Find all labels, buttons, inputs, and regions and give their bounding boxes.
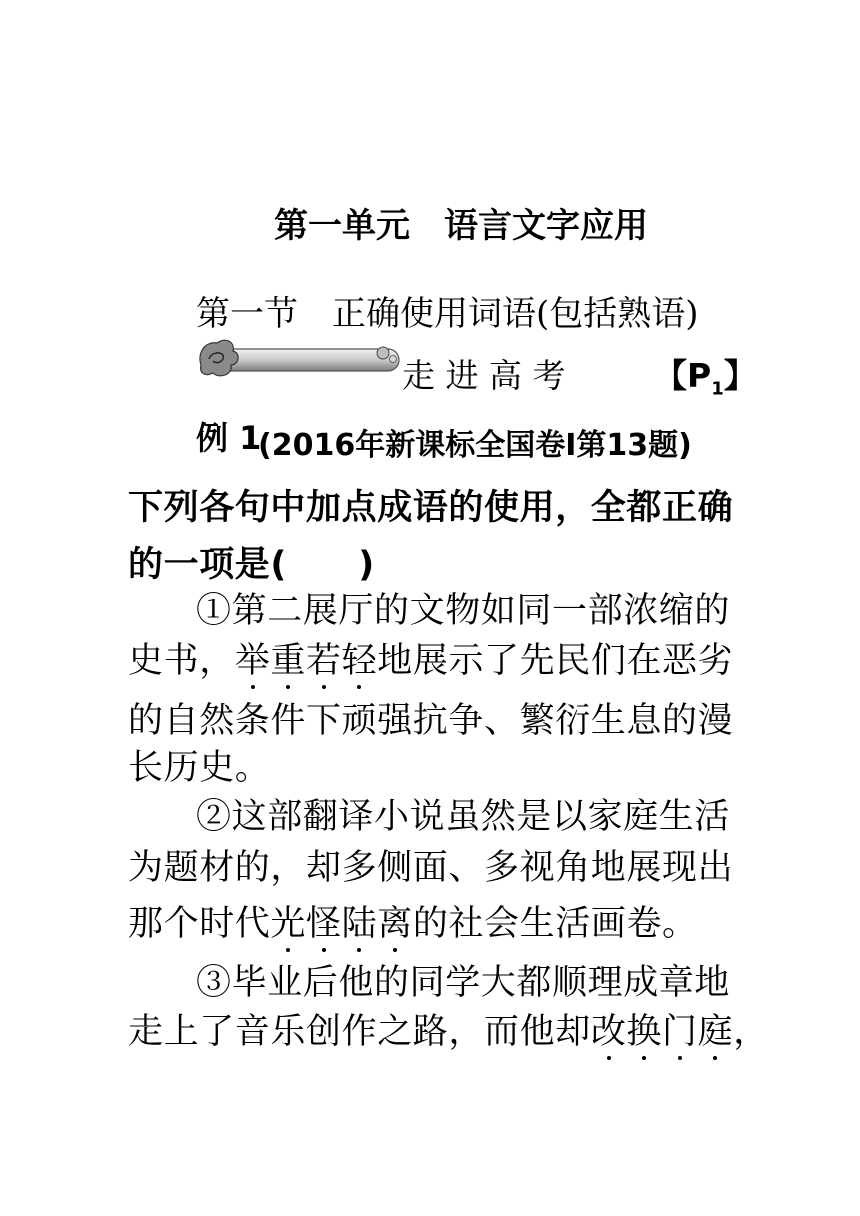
banner-label: 走 进 高 考: [402, 356, 566, 395]
emphasized-char: 怪: [306, 896, 342, 946]
item-text-line: 那个时代光怪陆离的社会生活画卷。: [128, 896, 698, 946]
emphasized-char: 轻: [342, 633, 378, 683]
emphasized-char: 举: [235, 633, 271, 683]
page-reference: 【$P_1$】: [654, 356, 757, 400]
example-source: (2016年新课标全国卷Ⅰ第13题): [258, 428, 692, 463]
question-line: 下列各句中加点成语的使用，全都正确: [128, 488, 734, 528]
item-text-line: 长历史。: [128, 748, 271, 788]
section-title: 第一节 正确使用词语(包括熟语): [196, 294, 699, 334]
item-text-line: 史书，举重若轻地展示了先民们在恶劣: [128, 633, 733, 683]
emphasized-char: 离: [377, 896, 413, 946]
emphasized-char: 门: [662, 1004, 698, 1054]
item-text-line: 走上了音乐创作之路，而他却改换门庭，: [128, 1004, 769, 1054]
emphasized-char: 陆: [342, 896, 378, 946]
item-text-line: 为题材的，却多侧面、多视角地展现出: [128, 848, 734, 888]
item-text-line: 的自然条件下顽强抗争、繁衍生息的漫: [128, 701, 734, 741]
emphasized-char: 重: [270, 633, 306, 683]
emphasized-char: 庭: [698, 1004, 734, 1054]
item-text-line: ③毕业后他的同学大都顺理成章地: [196, 963, 731, 1003]
question-line: 的一项是( ): [128, 545, 375, 585]
example-label: 例 1: [196, 419, 262, 457]
item-text-line: ②这部翻译小说虽然是以家庭生活: [196, 797, 731, 837]
emphasized-char: 光: [270, 896, 306, 946]
emphasized-char: 改: [591, 1004, 627, 1054]
emphasized-char: 若: [306, 633, 342, 683]
unit-title: 第一单元 语言文字应用: [274, 206, 648, 246]
emphasized-char: 换: [626, 1004, 662, 1054]
scroll-banner-icon: [195, 335, 405, 383]
item-text-line: ①第二展厅的文物如同一部浓缩的: [196, 591, 731, 631]
